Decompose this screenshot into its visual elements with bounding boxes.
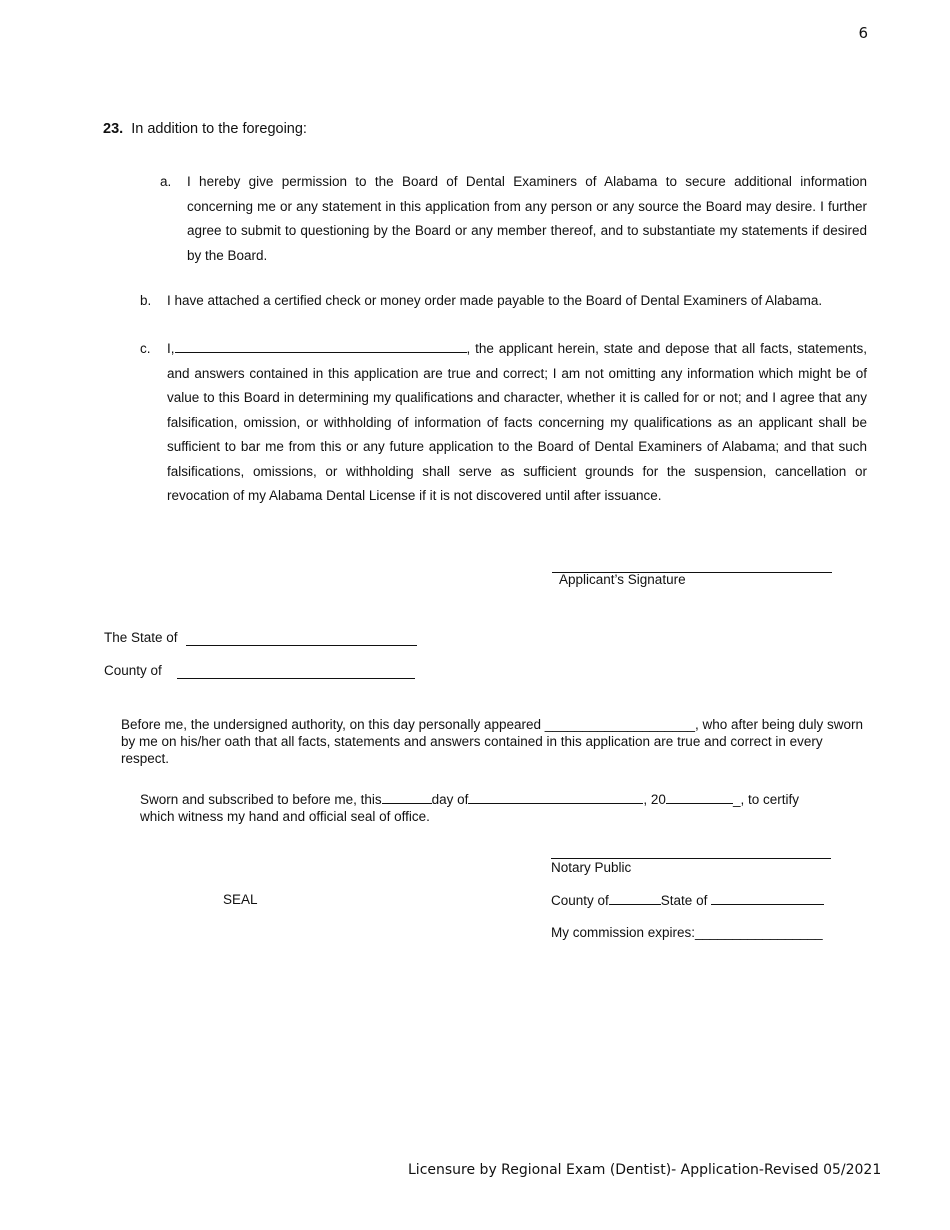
- notary-state-label: State of: [660, 893, 708, 908]
- sworn-text-4: _, to certify which witness my hand and official seal of office.: [140, 792, 799, 824]
- item-b-text: I have attached a certified check or money order made payable to the Board of Dental Examiners of Alabama.: [167, 293, 823, 308]
- item-a: [160, 170, 867, 268]
- item-b: [140, 291, 822, 311]
- signature-label: Applicant’s Signature: [559, 572, 686, 587]
- before-me-paragraph: [121, 716, 868, 767]
- county-label: County of: [104, 663, 162, 678]
- appeared-name-field[interactable]: ____________________: [544, 717, 695, 732]
- sworn-paragraph: [140, 791, 830, 825]
- notary-county-field[interactable]: [609, 892, 661, 905]
- section-number: 23.: [103, 121, 124, 137]
- commission-field[interactable]: _________________: [695, 925, 823, 940]
- item-c-text: , the applicant herein, state and depose that all facts, statements, and answers contained in this application are true and correct; I am not omitting any information which might be of value to this Board in determining my qualifications and character, whether it is called for or not; and I agree that any falsification, omission, or withholding of information of facts concerning my qualifications as an applicant shall be sufficient to bar me from this or any future application to the Board of Dental Examiners of Alabama; and that such falsifications, omissions, or withholding shall serve as sufficient grounds for the suspension, cancellation or revocation of my Alabama Dental License if it is not discovered until after issuance.: [167, 341, 867, 503]
- notary-county-label: County of: [551, 893, 609, 908]
- sworn-text-3: , 20: [643, 792, 666, 807]
- section-title: [103, 121, 307, 137]
- item-a-text: I hereby give permission to the Board of Dental Examiners of Alabama to secure additional information concerning me or any statement in this application from any person or any source the Board may desire. I further agree to submit to questioning by the Board or any member thereof, and to substantiate my statements if desired by the Board.: [187, 174, 867, 263]
- month-field[interactable]: [468, 791, 643, 804]
- item-c: [140, 337, 867, 509]
- notary-public-label: Notary Public: [551, 860, 632, 875]
- item-c-prefix: I,: [167, 341, 175, 356]
- commission-expires: [551, 925, 823, 940]
- applicant-name-field[interactable]: [175, 338, 467, 353]
- seal-label: SEAL: [223, 892, 258, 907]
- state-field[interactable]: [186, 645, 417, 646]
- section-title-text: In addition to the foregoing:: [131, 121, 307, 137]
- sworn-text-2: day of: [431, 792, 469, 807]
- county-field[interactable]: [177, 678, 415, 679]
- before-me-text-2: , who after being duly sworn by me on his/her oath that all facts, statements and answers contained in this application are true and correct in every respect.: [121, 717, 864, 766]
- year-field[interactable]: [666, 791, 733, 804]
- day-field[interactable]: [382, 791, 432, 804]
- notary-county-state: [551, 892, 824, 908]
- item-b-marker: b.: [140, 293, 152, 308]
- notary-state-field[interactable]: [711, 892, 824, 905]
- state-label: The State of: [104, 630, 178, 645]
- footer: Licensure by Regional Exam (Dentist)- Application-Revised 05/2021: [408, 1162, 882, 1178]
- before-me-text-1: Before me, the undersigned authority, on this day personally appeared: [121, 717, 542, 732]
- page-number: 6: [858, 24, 868, 42]
- item-a-marker: a.: [160, 174, 172, 189]
- sworn-text-1: Sworn and subscribed to before me, this: [140, 792, 382, 807]
- commission-label: My commission expires:: [551, 925, 696, 940]
- notary-signature-line[interactable]: [551, 858, 831, 859]
- item-c-marker: c.: [140, 341, 151, 356]
